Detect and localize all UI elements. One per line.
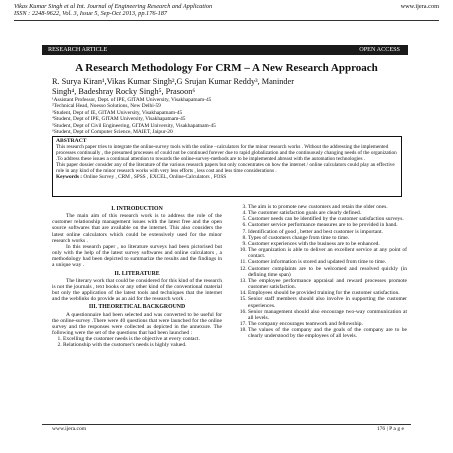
page-number: 176 | P a g e xyxy=(376,426,404,432)
author-line: R. Surya Kiran¹,Vikas Kumar Singh²,G Srujan Kumar Reddy³, Maninder xyxy=(52,77,295,86)
paragraph: The literary work that could be considered for this kind of the research is not the journals , text books or any other kind of the conventional material but only the application of the latest tools and techniques that the internet and the weblinks do provide as an aid for the research work . xyxy=(52,277,222,303)
list-item: 6. Customer service performance measures are to be provided in hand. xyxy=(248,222,407,228)
affiliation: ⁵Student, Dept of Civil Engineering, GITAM University, Visakhapatnam-45 xyxy=(52,122,216,129)
paragraph: A questionnaire had been selected and was converted to be useful for the online-survey .There were 40 questions that were launched for the online survey and the responses were collected as depicted in the annexure. The following were the set of the questions that had been launched : xyxy=(52,311,222,336)
keywords-label: Keywords : xyxy=(56,174,83,181)
list-item: 8. Types of customers change from time to time. xyxy=(248,235,407,241)
list-item: 14. Employees should be provided training for the customer satisfaction. xyxy=(248,290,407,296)
list-item: 11. Customer information is stored and updated from time to time. xyxy=(248,259,407,265)
list-item: 17. The company encourages teamwork and fellowship. xyxy=(248,321,407,327)
question-list-continued xyxy=(237,204,407,339)
affiliation-list xyxy=(52,97,412,135)
footer-divider xyxy=(42,424,411,425)
list-item: 1. Excelling the customer needs is the objective at every contact. xyxy=(63,336,222,342)
affiliation: ²Technical Head, Noesso Solutions, New Delhi-59 xyxy=(52,103,161,110)
question-list xyxy=(52,336,222,348)
list-item: 2. Relationship with the customer's needs is highly valued. xyxy=(63,342,222,348)
article-banner xyxy=(42,45,408,55)
right-column xyxy=(237,204,407,404)
list-item: 16. Senior management should also encourage two-way communication at all levels. xyxy=(248,309,407,321)
list-item: 10. The organization is able to deliver an excellent service at any point of contact. xyxy=(248,247,407,259)
journal-issn: ISSN : 2248-9622, Vol. 3, Issue 5, Sep-Oct 2013, pp.176-187 xyxy=(14,10,168,18)
paper-title: A Research Methodology For CRM – A New Research Approach xyxy=(75,62,378,74)
paragraph: In this research paper , no literature surveys had been pictorised but only with the help of the latest survey softwares and online calculators , a methodology had been depicted to summarize the results and the findings in a unique way . xyxy=(52,243,222,269)
access-type: OPEN ACCESS xyxy=(359,46,400,53)
journal-header xyxy=(14,3,439,18)
affiliation: ⁶Student, Dept of Computer Science, MAIET, Jaipur-20 xyxy=(52,129,173,136)
paragraph: The main aim of this research work is to address the role of the customer relationship management issues with the latest free and the open source softwares that are available on the internet. This also considers the latest online calculators which could be extensively used for the minor research works . xyxy=(52,213,222,244)
list-item: 15. Senior staff members should also involve in supporting the customer experiences. xyxy=(248,296,407,308)
section-heading-literature: II. LITERATURE xyxy=(114,270,160,277)
affiliation: ¹Assistant Professor, Dept. of IPE, GITAM University, Visakhapatnam-45 xyxy=(52,97,212,103)
left-column xyxy=(52,204,222,404)
affiliation: ⁴Student, Dept of IPE, GITAM University, Visakhapatnam-45 xyxy=(52,116,186,123)
abstract-text: This research paper tries to integrate the online-survey tools with the online –calculators for the minor research works . Without the addressing the implemented processes continually , the presumed processes of could not be continued forever due to rapid globalization and the continuously changing needs of the organization .To address these issues a continual attention to towards the online-survey-methods are to be implemented abreast with the automation technologies . xyxy=(56,144,397,163)
journal-citation: Vikas Kumar Singh et al Int. Journal of Engineering Research and Application xyxy=(14,3,213,10)
list-item: 5. Customer needs can be identified by the customer satisfaction surveys. xyxy=(248,216,407,222)
abstract-text-2: This paper dossier consider any of the literature of the various research papers but only concentrates on how the internet / online calculators could play an effective role in any kind of the minor research works with very less efforts , less cost and less time considerations . xyxy=(56,162,395,175)
list-item: 7. Identification of good , better and best customer is important. xyxy=(248,229,407,235)
footer-url[interactable]: www.ijera.com xyxy=(52,426,87,432)
list-item: 12. Customer complaints are to be welcomed and resolved quickly (in defining time span) xyxy=(248,266,407,278)
section-heading-theoretical-background: III. THEORETICAL BACKGROUND xyxy=(88,304,186,311)
keywords xyxy=(56,174,398,180)
keywords-text: Online Survey , CRM , SPSS , EXCEL, Online-Calculators , FOSS xyxy=(82,174,227,181)
abstract-box xyxy=(52,136,402,197)
header-divider xyxy=(14,20,439,21)
abstract-label: ABSTRACT xyxy=(56,138,87,144)
header-url[interactable]: www.ijera.com xyxy=(400,3,439,10)
author-line: Singh⁴, Badeshray Rocky Singh⁵, Prasoon⁶ xyxy=(52,86,196,96)
list-item: 3. The aim is to promote new customers and retain the older ones. xyxy=(248,204,407,210)
list-item: 13. The employee performance appraisal and reward processes promote customer satisfaction. xyxy=(248,278,407,290)
author-list xyxy=(52,77,412,96)
article-type: RESEARCH ARTICLE xyxy=(48,46,108,53)
list-item: 18. The values of the company and the goals of the company are to be clearly understood by the employees of all levels. xyxy=(248,327,407,339)
affiliation: ³Student, Dept of IE, GITAM University, Visakhapatnam-45 xyxy=(52,109,183,116)
section-heading-introduction: I. INTRODUCTION xyxy=(111,206,163,212)
list-item: 9. Customer experiences with the business are to be enhanced. xyxy=(248,241,407,247)
list-item: 4. The customer satisfaction goals are clearly defined. xyxy=(248,210,407,216)
page-footer xyxy=(52,426,404,432)
